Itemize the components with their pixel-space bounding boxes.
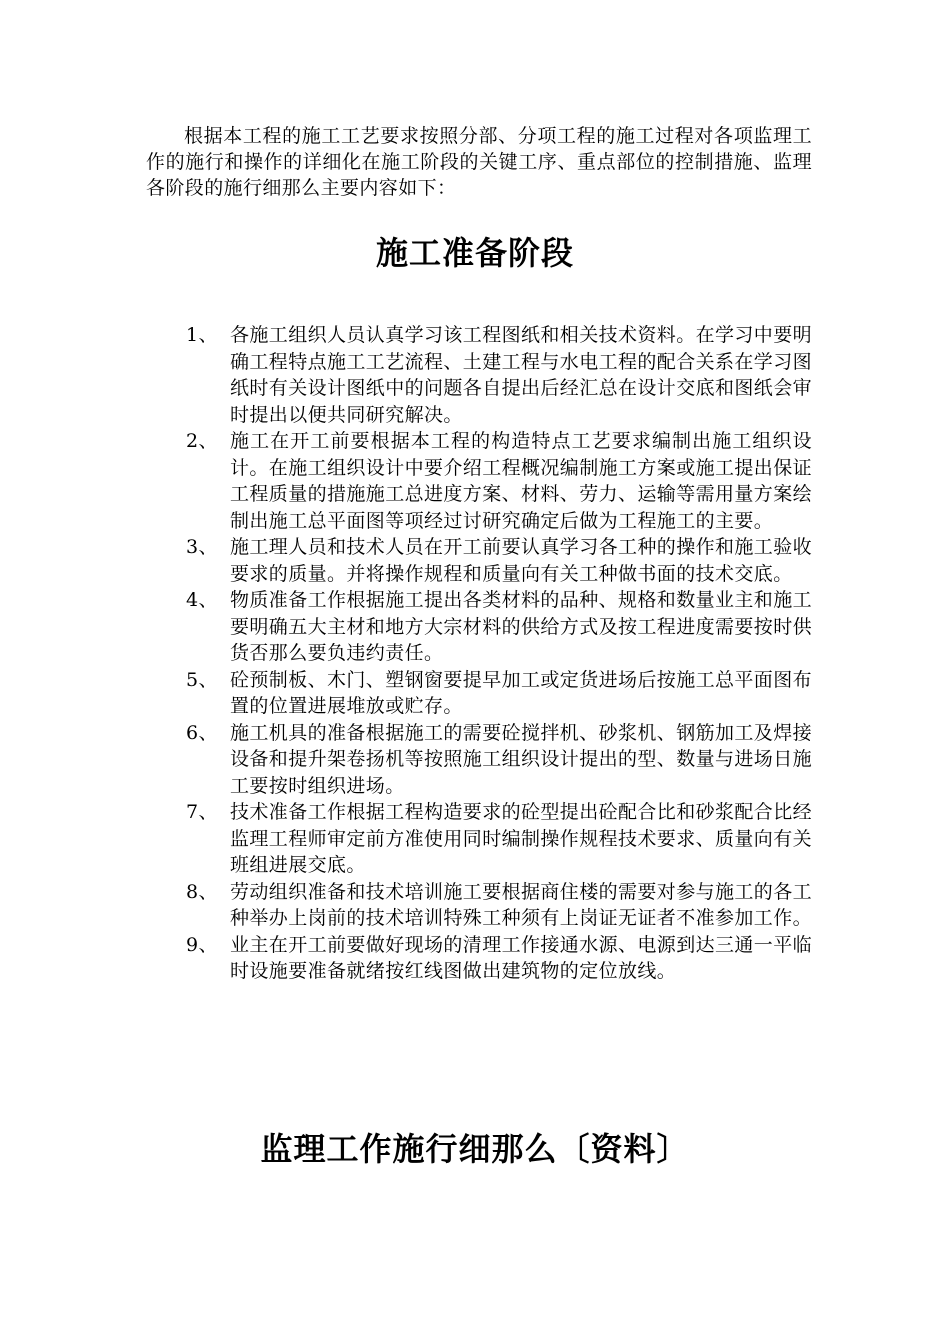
preparation-list [186,322,812,985]
list-item [186,932,812,985]
item-text: 砼预制板、木门、塑钢窗要提早加工或定货进场后按施工总平面图布置的位置进展堆放或贮存。 [230,668,813,717]
list-item [186,534,812,587]
list-item [186,428,812,534]
section-title: 施工准备阶段 [375,234,574,272]
list-item [186,879,812,932]
item-text: 劳动组织准备和技术培训施工要根据商住楼的需要对参与施工的各工种举办上岗前的技术培训特殊工种须有上岗证无证者不准参加工作。 [230,880,813,929]
item-text: 技术准备工作根据工程构造要求的砼型提出砼配合比和砂浆配合比经监理工程师审定前方准使用同时编制操作规程技术要求、质量向有关班组进展交底。 [230,801,813,876]
item-text: 施工机具的准备根据施工的需要砼搅拌机、砂浆机、钢筋加工及焊接设备和提升架卷扬机等按照施工组织设计提出的型、数量与进场日施工要按时组织进场。 [230,721,813,797]
item-number: 3、 [186,536,218,558]
list-item [186,587,812,667]
item-text: 业主在开工前要做好现场的清理工作接通水源、电源到达三通一平临时设施要准备就绪按红线图做出建筑物的定位放线。 [230,933,813,982]
item-text: 各施工组织人员认真学习该工程图纸和相关技术资料。在学习中要明确工程特点施工工艺流程、土建工程与水电工程的配合关系在学习图纸时有关设计图纸中的问题各自提出后经汇总在设计交底和图纸会审时提出以便共同研究解决。 [230,324,813,426]
list-item [186,720,812,800]
item-number: 6、 [186,721,218,744]
footer-title: 监理工作施行细那么〔资料〕 [260,1130,690,1168]
item-number: 7、 [186,801,218,823]
intro-paragraph: 根据本工程的施工工艺要求按照分部、分项工程的施工过程对各项监理工作的施行和操作的详细化在施工阶段的关键工序、重点部位的控制措施、监理各阶段的施行细那么主要内容如下： [146,125,812,199]
item-number: 5、 [186,668,218,691]
item-text: 施工在开工前要根据本工程的构造特点工艺要求编制出施工组织设计。在施工组织设计中要介绍工程概况编制施工方案或施工提出保证工程质量的措施施工总进度方案、材料、劳力、运输等需用量方案绘制出施工总平面图等项经过讨研究确定后做为工程施工的主要。 [230,430,813,532]
item-number: 1、 [186,324,218,346]
list-item [186,799,812,879]
item-number: 4、 [186,589,218,611]
item-number: 9、 [186,933,218,956]
item-text: 施工理人员和技术人员在开工前要认真学习各工种的操作和施工验收要求的质量。并将操作规程和质量向有关工种做书面的技术交底。 [230,536,813,585]
item-number: 2、 [186,430,218,452]
item-number: 8、 [186,880,218,903]
list-item [186,667,812,720]
item-text: 物质准备工作根据施工提出各类材料的品种、规格和数量业主和施工要明确五大主材和地方大宗材料的供给方式及按工程进度需要按时供货否那么要负违约责任。 [230,589,813,664]
list-item [186,322,812,428]
